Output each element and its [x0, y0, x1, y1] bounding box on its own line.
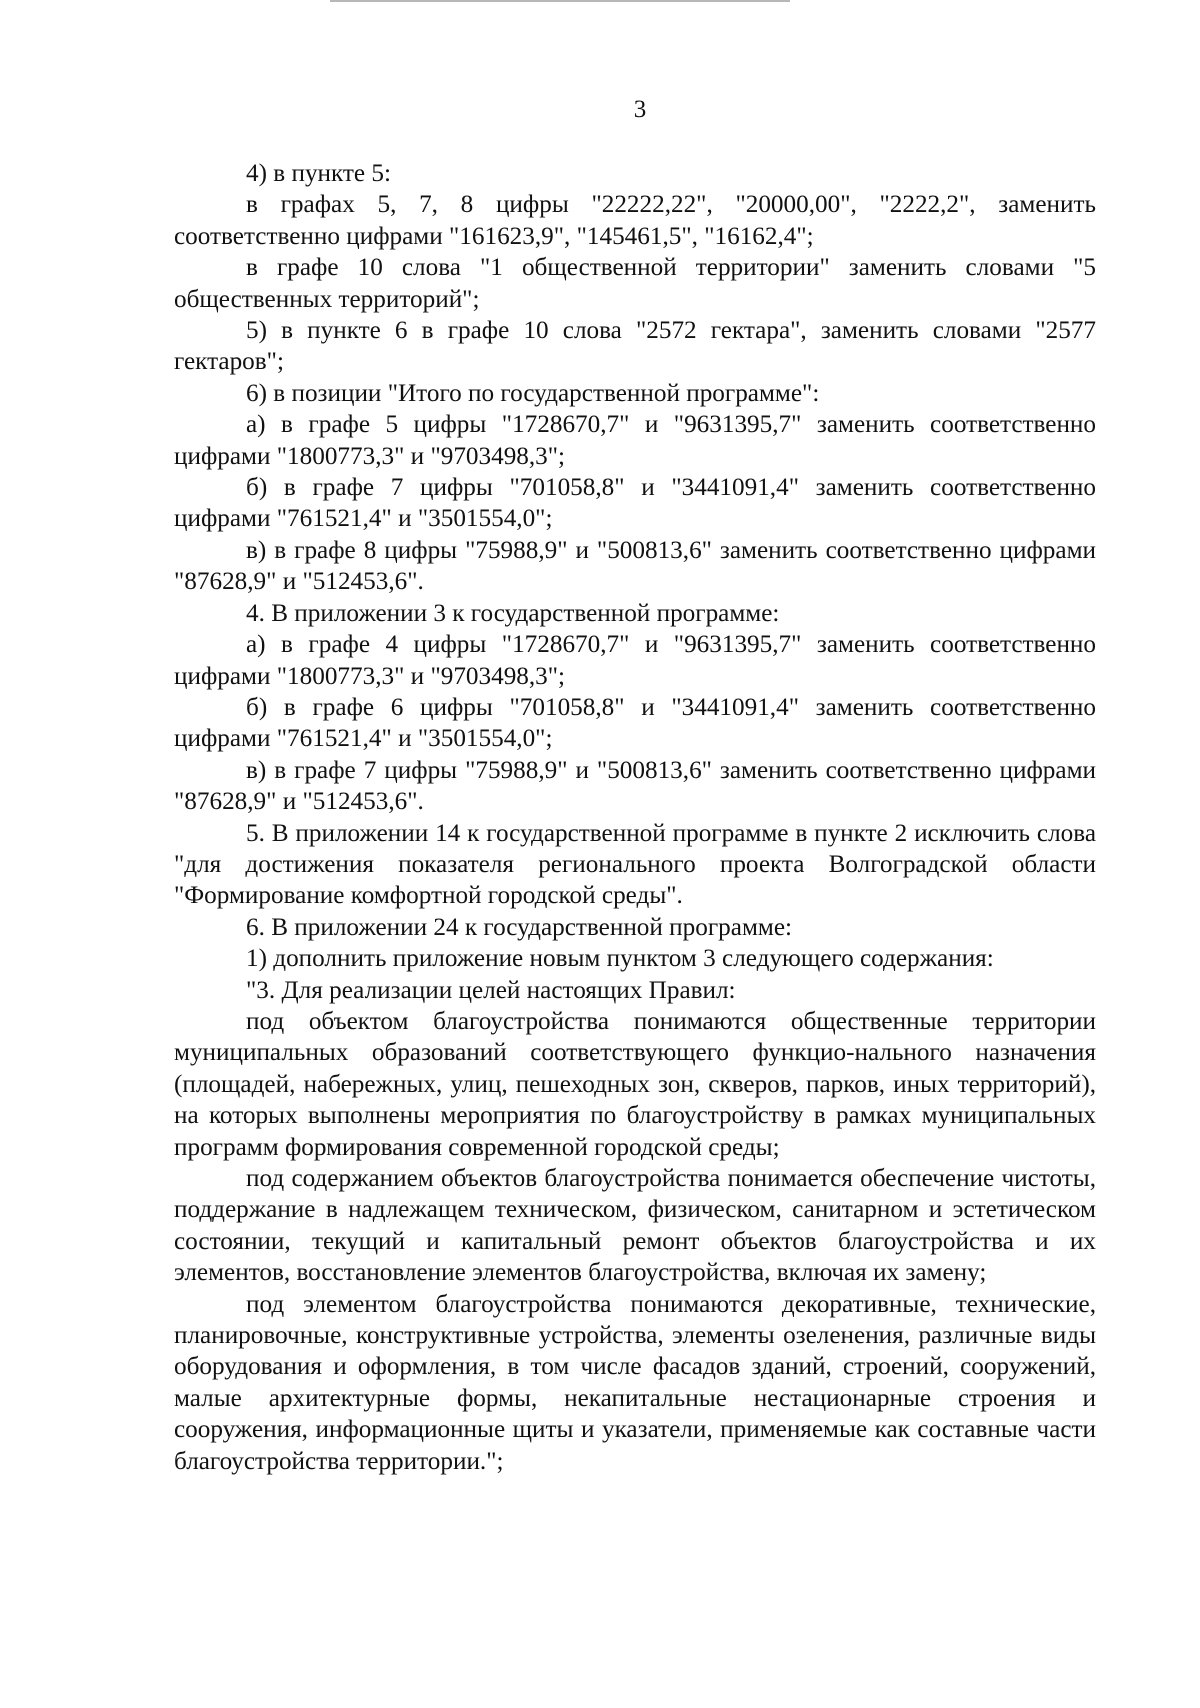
paragraph: б) в графе 7 цифры "701058,8" и "3441091,4" заменить соответственно цифрами "761521,4" и "3501554,0";	[174, 474, 1096, 533]
scan-edge-line	[330, 0, 790, 2]
paragraph: 4) в пункте 5:	[246, 160, 392, 187]
paragraph: "3. Для реализации целей настоящих Правил:	[246, 976, 736, 1004]
paragraph: 1) дополнить приложение новым пунктом 3 следующего содержания:	[246, 945, 994, 973]
document-body	[174, 158, 1096, 1477]
paragraph: а) в графе 4 цифры "1728670,7" и "9631395,7" заменить соответственно цифрами "1800773,3" и "9703498,3";	[174, 631, 1096, 690]
paragraph: под элементом благоустройства понимаются декоративные, технические, планировочные, конструктивные устройства, элементы озеленения, различные виды оборудования и оформления, в том числе фасадов зданий, строений, сооружений, малые архитектурные формы, некапитальные нестационарные строения и сооружения, информационные щиты и указатели, применяемые как составные части благоустройства территории.";	[174, 1290, 1096, 1475]
paragraph: б) в графе 6 цифры "701058,8" и "3441091,4" заменить соответственно цифрами "761521,4" и "3501554,0";	[174, 693, 1096, 753]
paragraph: в) в графе 7 цифры "75988,9" и "500813,6" заменить соответственно цифрами "87628,9" и "512453,6".	[174, 756, 1096, 816]
paragraph: 5. В приложении 14 к государственной программе в пункте 2 исключить слова "для достижения показателя регионального проекта Волгоградской области "Формирование комфортной городской среды".	[174, 819, 1096, 910]
paragraph: 4. В приложении 3 к государственной программе:	[246, 599, 780, 627]
paragraph: 6. В приложении 24 к государственной программе:	[246, 913, 793, 941]
paragraph: а) в графе 5 цифры "1728670,7" и "9631395,7" заменить соответственно цифрами "1800773,3" и "9703498,3";	[174, 411, 1096, 470]
page-number: 3	[633, 96, 647, 123]
paragraph: в графе 10 слова "1 общественной территории" заменить словами "5 общественных территорий";	[174, 254, 1096, 313]
paragraph: 5) в пункте 6 в графе 10 слова "2572 гектара", заменить словами "2577 гектаров";	[174, 317, 1096, 376]
paragraph: под содержанием объектов благоустройства понимается обеспечение чистоты, поддержание в надлежащем техническом, физическом, санитарном и эстетическом состоянии, текущий и капитальный ремонт объектов благоустройства и их элементов, восстановление элементов благоустройства, включая их замену;	[174, 1165, 1096, 1287]
paragraph: под объектом благоустройства понимаются общественные территории муниципальных образований соответствующего функцио-нального назначения (площадей, набережных, улиц, пешеходных зон, скверов, парков, иных территорий), на которых выполнены мероприятия по благоустройству в рамках муниципальных программ формирования современной городской среды;	[174, 1007, 1096, 1161]
paragraph: 6) в позиции "Итого по государственной программе":	[246, 379, 820, 407]
paragraph: в графах 5, 7, 8 цифры "22222,22", "20000,00", "2222,2", заменить соответственно цифрами "161623,9", "145461,5", "16162,4";	[174, 191, 1096, 250]
paragraph: в) в графе 8 цифры "75988,9" и "500813,6" заменить соответственно цифрами "87628,9" и "512453,6".	[174, 536, 1096, 596]
